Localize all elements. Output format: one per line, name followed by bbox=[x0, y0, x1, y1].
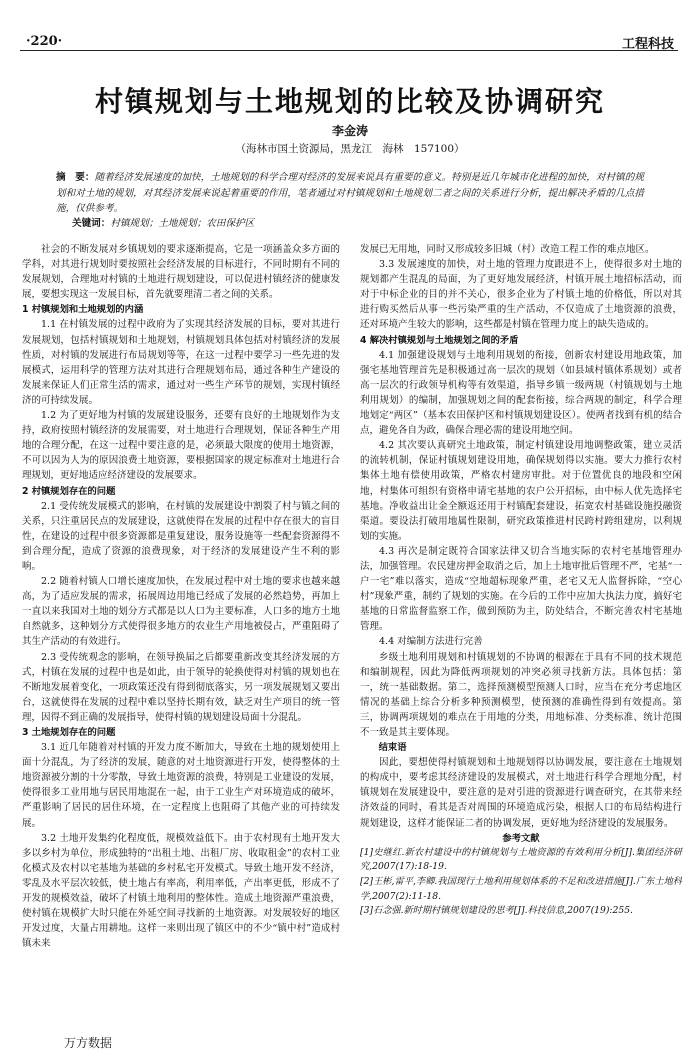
abstract bbox=[56, 170, 644, 217]
reference-item: [3]石念强.新时期村镇规划建设的思考[J].科技信息,2007(19):255. bbox=[360, 905, 633, 917]
journal-section: 工程科技 bbox=[621, 37, 674, 52]
paragraph: 4.2 其次要认真研究土地政策，制定村镇建设用地调整政策，建立灵活的流转机制，保证村镇规划建设用地，确保规划得以实施。要大力推行农村集体土地有偿使用政策，严格农村建房审批。对于位置优良的地段和空闲地，村集体可组织有资格申请宅基地的农户公开招标，由中标人优先选择宅基地。净收益出让金全额返还用于村镇配套建设，拓宽农村基础设施投融资渠道。要设法打破用地属性限制，研究政策推进村民跨村跨组建房，以利规划的实施。 bbox=[360, 440, 682, 542]
author-name: 李金涛 bbox=[331, 124, 368, 138]
author-affiliation: （海林市国土资源局，黑龙江 海林 157100） bbox=[235, 143, 465, 155]
paragraph: 乡级土地利用规划和村镇规划的不协调的根源在于具有不同的技术规范和编制规程，因此为降低两项规划的冲突必须寻找新方法。具体包括：第一，统一基础数据。第二，选择预测模型预测人口时，应当在充分考虑地区情况的基础上综合分析多种预测模型，使预测的准确性得到有效提高。第三，协调两项规划的难点在于用地的分类，用地标准、分类标准、统计范围不一致是其主要体现。 bbox=[360, 651, 682, 738]
reference-item: [2]王彬,雷平,李卿.我国现行土地利用规划体系的不足和改进措施[J].广东土地科学,2007(2):11-18. bbox=[360, 875, 682, 902]
keywords-label: 关键词： bbox=[72, 218, 111, 229]
paragraph: 1.1 在村镇发展的过程中政府为了实现其经济发展的目标，要对其进行发展规划，包括村镇规划和土地规划，村镇规划具体包括对村镇经济的发展性质，对村镇的发展进行布局规划等等，在这一过程中要学习一些先进的发展模式，运用科学的管理方法对其进行合理规划布局，通过各种生产建设的发展来保证人们正常生活的需求，通过对一些生产环节的规划，实现村镇经济的可持续发展。 bbox=[22, 319, 340, 406]
right-column bbox=[360, 242, 682, 919]
section-heading: 2 村镇规划存在的问题 bbox=[22, 485, 116, 497]
paragraph: 4.4 对编制方法进行完善 bbox=[379, 636, 483, 648]
footer-watermark: 万方数据 bbox=[64, 1036, 113, 1050]
paragraph: 社会的不断发展对乡镇规划的要求逐渐提高，它是一项涵盖众多方面的学科，对其进行规划时要按照社会经济发展的目标进行，不同时期有不同的发展规划，合理地对村镇的土地进行规划建设，可以促进村镇经济的健康发展，要想实现这一发展目标，首先就要理清二者之间的关系。 bbox=[22, 244, 340, 301]
running-header bbox=[20, 30, 678, 51]
paragraph: 4.3 再次是制定既符合国家法律又切合当地实际的农村宅基地管理办法，加强管理。农民建房押金取消之后，加上土地审批后管理不严，宅基“一户一宅”难以落实，造成“空地超标现象严重，老宅又无人监督拆除，“空心村”现象严重，制约了规划的实施。在今后的工作中应加大执法力度，搞好宅基地的日常监督监察工作，做到预防为主，防处结合，不断完善农村宅基地管理。 bbox=[360, 545, 682, 633]
paragraph: 发展已无用地，同时又形成较多旧城（村）改造工程工作的难点地区。 bbox=[360, 244, 655, 255]
section-heading: 结束语 bbox=[378, 742, 407, 754]
keywords bbox=[72, 216, 644, 231]
paragraph: 2.2 随着村镇人口增长速度加快，在发展过程中对土地的要求也越来越高，为了适应发展的需求，拓展周边用地已经成了发展的必然趋势，再加上一直以来我国对土地的划分方式都是以人口为主要标准，人口多的地方土地自然就多，这种划分方式使得很多地方的农业生产用地被侵占，严重阻碍了其生产活动的有效进行。 bbox=[22, 576, 340, 648]
section-heading: 1 村镇规划和土地规划的内涵 bbox=[22, 304, 144, 316]
paragraph: 3.1 近几年随着对村镇的开发力度不断加大，导致在土地的规划使用上面十分混乱，为了经济的发展，随意的对土地资源进行开发，使得整体的土地资源被分割的十分零散，导致土地资源的浪费，特别是工业建设的发展，使得很多工业用地与居民用地混在一起，由于工业生产对环境造成的破坏，严重影响了居民的居住环境，在一定程度上也阻碍了其他产业的可持续发展。 bbox=[22, 742, 340, 829]
paragraph: 2.3 受传统观念的影响，在领导换届之后都要重新改变其经济发展的方式，村镇在发展的过程中也是如此，由于领导的轮换使得对村镇的规划也在不断地发展着变化，一项政策还没有得到彻底落实，另一项发展规划又要出台，这就使得在发展的过程中难以坚持长期有效，缺乏对生产项目的统一管理，因得不到正确的发展指导，使得村镇的规划建设局面十分混乱。 bbox=[22, 651, 340, 723]
paragraph: 3.3 发展速度的加快，对土地的管理力度跟进不上，使得很多对土地的规划都产生混乱的局面，为了更好地发展经济，村镇开展土地招标活动，而对于中标企业的目的并不关心，很多企业为了村镇土地的价格低，所以对其进行购买然后从事一些污染严重的生产活动，不仅造成了土地资源的浪费，还对环境产生较大的影响，这些都是村镇在管理力度上的缺失造成的。 bbox=[360, 259, 682, 331]
abstract-label: 摘 要： bbox=[56, 172, 95, 183]
section-heading: 4 解决村镇规划与土地规划之间的矛盾 bbox=[360, 334, 519, 346]
keywords-text: 村镇规划；土地规划；农田保护区 bbox=[110, 218, 255, 229]
paragraph: 4.1 加强建设规划与土地利用规划的衔接，创新农村建设用地政策，加强宅基地管理首先是积极通过高一层次的规划（如县域村镇体系规划）或者高一层次的行政领导机构等有效渠道，指导乡镇一级两规（村镇规划与土地利用规划）的编制，加强规划之间的配套衔接，综合两规的制定，科学合理地划定“两区”（基本农田保护区和村镇规划建设区）。使两者找到有机的结合点，避免各自为政，确保合理必需的建设用地空间。 bbox=[360, 349, 682, 437]
left-column bbox=[22, 242, 340, 951]
paragraph: 3.2 土地开发集约化程度低，规模效益低下。由于农村现有土地开发大多以乡村为单位，形成独特的“出租土地、出租厂房、收取租金”的农村工业化模式及农村以宅基地为基础的乡村私宅开发模式。导致土地开发不经济，零乱及水平层次较低，使土地占有率高，利用率低，产出率更低，形成不了开发的规模效益，破坏了村镇土地利用的整体性。造成土地资源严重浪费，使村镇在规模扩大时只能在外延空间寻找新的土地资源。对发展较好的地区开发过度，大量占用耕地。这样一来则出现了镇区中的不少“镇中村”造成村镇未来 bbox=[22, 832, 340, 950]
section-heading: 3 土地规划存在的问题 bbox=[22, 727, 116, 738]
page-number: ·220· bbox=[26, 34, 63, 49]
article-title: 村镇规划与土地规划的比较及协调研究 bbox=[94, 85, 605, 118]
paragraph: 1.2 为了更好地为村镇的发展建设服务，还要有良好的土地规划作为支持，政府按照村镇经济的发展需要，对土地进行合理规划，保证各种生产用地的合理分配，在这一过程中要注意的是，必须最大限度的使用土地资源，不可以因为人为的原因浪费土地资源，要根据国家的规定标准对土地进行合理规划，更好地适应经济建设的发展要求。 bbox=[22, 410, 340, 482]
reference-item: [1]史继红.新农村建设中的村镇规划与土地资源的有效利用分析[J].集团经济研究,2007(17):18-19. bbox=[360, 846, 682, 873]
section-heading: 参考文献 bbox=[502, 832, 540, 844]
paragraph: 因此，要想使得村镇规划和土地规划得以协调发展，要注意在土地规划的构成中，要考虑其经济建设的发展模式，对土地进行科学合理地分配，村镇规划在发展建设中，要注意的是对引进的资源进行调查研究，在其带来经济效益的同时，看其是否对周围的环境造成污染，根据人口的布局结构进行规划建设，这样才能保证二者的协调发展，更好地为经济建设的发展服务。 bbox=[360, 757, 682, 829]
paragraph: 2.1 受传统发展模式的影响，在村镇的发展建设中割裂了村与镇之间的关系，只注重居民点的发展建设，这就使得在发展的过程中存在很大的盲目性，在建设的过程中很多资源都是重复建设，服务设施等一些配套资源得不到合理分配，造成了资源的浪费现象，对于经济的发展建设产生不利的影响。 bbox=[22, 500, 340, 572]
abstract-text: 随着经济发展速度的加快，土地规划的科学合理对经济的发展来说具有重要的意义。特别是近几年城市化进程的加快，对村镇的规划和对土地的规划，对其经济发展来说起着重要的作用，笔者通过对村镇规划和土地规划二者之间的关系进行分析，提出解决矛盾的几点措施，仅供参考。 bbox=[56, 172, 645, 214]
